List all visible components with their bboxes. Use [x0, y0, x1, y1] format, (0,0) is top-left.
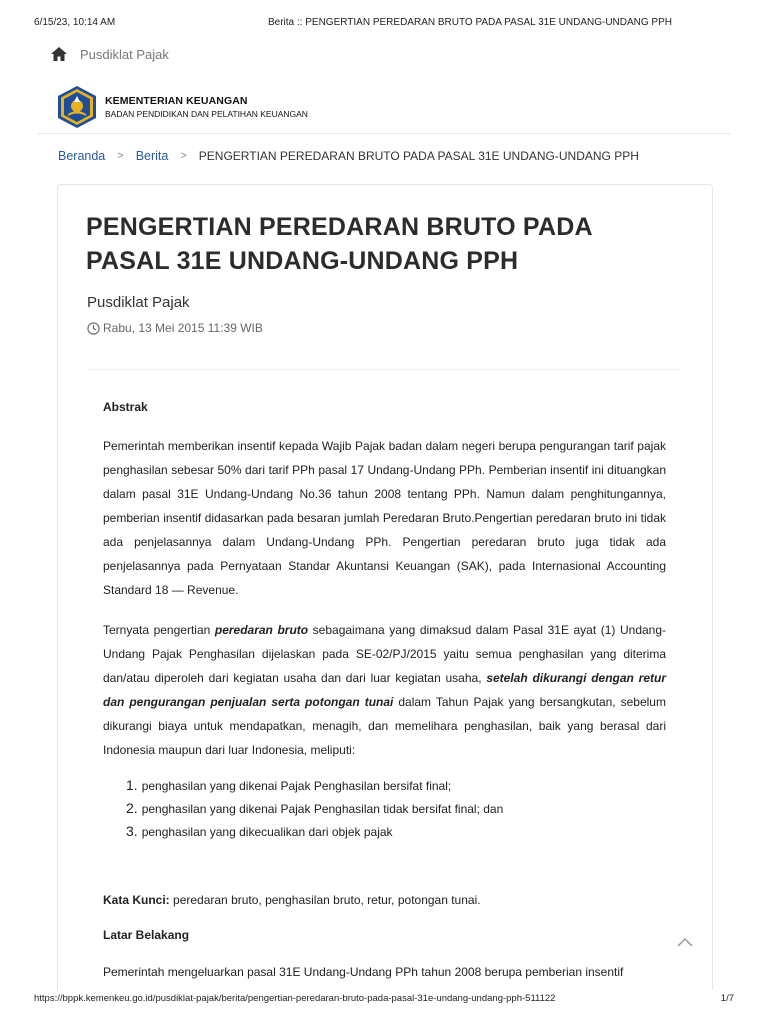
agency-name: BADAN PENDIDIKAN DAN PELATIHAN KEUANGAN	[105, 109, 308, 119]
para-emphasis: setelah dikurangi dengan retur dan pengurangan penjualan serta potongan tunai	[103, 671, 666, 709]
breadcrumb	[58, 149, 639, 163]
list-item: 2. penghasilan yang dikenai Pajak Penghasilan tidak bersifat final; dan	[126, 800, 504, 816]
site-name-link[interactable]: Pusdiklat Pajak	[80, 46, 169, 62]
income-list	[126, 774, 666, 843]
abstrak-paragraph: Pemerintah memberikan insentif kepada Wajib Pajak badan dalam negeri berupa pengurangan tarif pajak penghasilan sebesar 50% dari tarif PPh pasal 17 Undang-Undang PPh. Pemberian insentif ini dituangkan dalam pasal 31E Undang-Undang No.36 tahun 2008 tentang PPh. Namun dalam penghitungannya, pemberian insentif didasarkan pada besaran jumlah Peredaran Bruto.Pengertian peredaran bruto ini tidak ada penjelasannya dalam Undang-Undang PPh. Pengertian peredaran bruto juga tidak ada penjelasannya pada Pernyataan Standar Akuntansi Keuangan (SAK), pada Internasional Accounting Standard 18 — Revenue.	[103, 439, 666, 597]
keywords-text: peredaran bruto, penghasilan bruto, retur, potongan tunai.	[169, 893, 481, 907]
keywords-label: Kata Kunci:	[103, 893, 170, 907]
print-url: https://bppk.kemenkeu.go.id/pusdiklat-pajak/berita/pengertian-peredaran-bruto-pada-pasal-31e-undang-undang-pph-511122	[34, 993, 556, 1004]
breadcrumb-beranda[interactable]: Beranda	[58, 149, 106, 163]
para-text: dalam Tahun Pajak yang bersangkutan, sebelum dikurangi biaya untuk mendapatkan, menagih, dan memelihara penghasilan, baik yang berasal dari Indonesia maupun dari luar Indonesia, meliputi:	[103, 695, 666, 757]
article-body	[103, 400, 666, 984]
article-divider	[88, 369, 680, 370]
top-nav	[50, 44, 169, 64]
brand-header[interactable]	[52, 84, 308, 130]
ministry-name: KEMENTERIAN KEUANGAN	[105, 95, 248, 107]
para-emphasis: peredaran bruto	[214, 623, 309, 637]
para-text: sebagaimana yang dimaksud dalam Pasal 31E ayat (1) Undang-Undang Pajak Penghasilan dijelaskan pada SE-02/PJ/2015 yaitu semua penghasilan yang diterima dan/atau diperoleh dari kegiatan usaha dan dari luar kegiatan usaha,	[103, 623, 667, 685]
print-page-title: Berita :: PENGERTIAN PEREDARAN BRUTO PADA PASAL 31E UNDANG-UNDANG PPH	[268, 17, 672, 28]
article-date: Rabu, 13 Mei 2015 11:39 WIB	[103, 321, 263, 335]
brand-text	[105, 95, 308, 119]
breadcrumb-separator: >	[180, 150, 187, 162]
header-divider	[38, 133, 730, 134]
list-item: 3. penghasilan yang dikecualikan dari objek pajak	[126, 823, 393, 839]
latar-belakang-heading: Latar Belakang	[103, 928, 190, 942]
list-item: 1. penghasilan yang dikenai Pajak Penghasilan bersifat final;	[126, 777, 452, 793]
para-text: Ternyata pengertian	[103, 623, 215, 637]
abstrak-heading: Abstrak	[103, 400, 148, 414]
print-date: 6/15/23, 10:14 AM	[34, 17, 116, 28]
print-header	[34, 17, 734, 31]
article-author: Pusdiklat Pajak	[87, 294, 190, 311]
kemenkeu-logo-icon	[52, 84, 102, 130]
print-page-number: 1/7	[720, 993, 734, 1004]
breadcrumb-berita[interactable]: Berita	[135, 149, 169, 163]
article-meta	[87, 321, 263, 335]
latar-belakang-paragraph: Pemerintah mengeluarkan pasal 31E Undang-Undang PPh tahun 2008 berupa pemberian insentif	[103, 965, 624, 979]
breadcrumb-current: PENGERTIAN PEREDARAN BRUTO PADA PASAL 31E UNDANG-UNDANG PPH	[198, 149, 639, 163]
clock-icon	[87, 322, 100, 335]
breadcrumb-separator: >	[117, 150, 124, 162]
home-icon[interactable]	[50, 46, 68, 62]
keywords-line	[103, 892, 666, 908]
article-title: PENGERTIAN PEREDARAN BRUTO PADA PASAL 31E UNDANG-UNDANG PPH	[86, 213, 592, 275]
scroll-to-top-icon[interactable]	[676, 936, 694, 948]
peredaran-bruto-paragraph	[103, 618, 666, 762]
